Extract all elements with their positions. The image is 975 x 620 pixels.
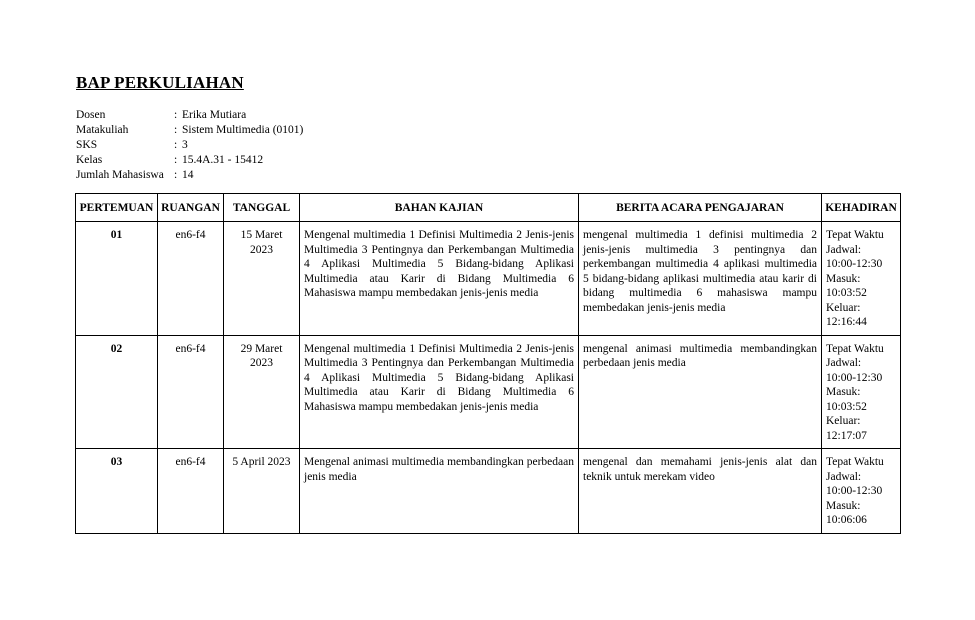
kehadiran-line: Keluar:	[826, 301, 861, 314]
kehadiran-line: Jadwal:	[826, 357, 862, 369]
cell-kehadiran	[822, 449, 901, 534]
kehadiran-line: Masuk:	[826, 386, 861, 398]
cell-pertemuan: 03	[76, 449, 158, 534]
info-row-sks	[76, 138, 303, 153]
info-value: Sistem Multimedia (0101)	[182, 124, 304, 136]
info-row-matakuliah	[76, 123, 303, 138]
header-bahan-kajian: BAHAN KAJIAN	[300, 194, 579, 222]
info-colon: :	[174, 154, 178, 166]
cell-pertemuan: 02	[76, 335, 158, 449]
cell-pertemuan: 01	[76, 222, 158, 336]
header-pertemuan: PERTEMUAN	[76, 194, 158, 222]
info-row-dosen	[76, 108, 303, 123]
table-header-row	[76, 194, 901, 222]
info-label: Dosen	[76, 109, 106, 121]
kehadiran-line: Masuk:	[826, 272, 861, 285]
cell-tanggal: 29 Maret 2023	[224, 335, 300, 449]
info-colon: :	[174, 169, 178, 181]
info-label: SKS	[76, 139, 98, 151]
table-row	[76, 222, 901, 336]
cell-ruangan: en6-f4	[158, 222, 224, 336]
kehadiran-line: Tepat Waktu	[826, 342, 884, 355]
kehadiran-line: 10:00-12:30	[826, 485, 883, 497]
kehadiran-line: 12:16:44	[826, 316, 867, 328]
cell-tanggal: 15 Maret 2023	[224, 222, 300, 336]
bap-table	[75, 193, 901, 534]
header-kehadiran: KEHADIRAN	[822, 194, 901, 222]
cell-tanggal: 5 April 2023	[224, 449, 300, 534]
info-value: 3	[182, 139, 188, 151]
kehadiran-line: 10:00-12:30	[826, 258, 883, 270]
kehadiran-line: 10:03:52	[826, 287, 867, 299]
page-title: BAP PERKULIAHAN	[76, 73, 244, 92]
cell-bahan-kajian: Mengenal multimedia 1 Definisi Multimedia 2 Jenis-jenis Multimedia 3 Pentingnya dan Perkembangan Multimedia 4 Aplikasi Multimedia 5 Bidang-bidang Aplikasi Multimedia atau Karir di Bidang Multimedia 6 Mahasiswa mampu membedakan jenis-jenis media	[300, 222, 579, 336]
info-value: Erika Mutiara	[182, 109, 247, 121]
header-ruangan: RUANGAN	[158, 194, 224, 222]
cell-berita-acara: mengenal dan memahami jenis-jenis alat dan teknik untuk merekam video	[579, 449, 822, 534]
cell-kehadiran	[822, 335, 901, 449]
info-value: 15.4A.31 - 15412	[182, 154, 264, 166]
info-label: Matakuliah	[76, 124, 129, 136]
header-tanggal: TANGGAL	[224, 194, 300, 222]
course-info	[76, 108, 303, 183]
header-berita-acara: BERITA ACARA PENGAJARAN	[579, 194, 822, 222]
kehadiran-line: Masuk:	[826, 499, 861, 512]
cell-ruangan: en6-f4	[158, 335, 224, 449]
info-label: Jumlah Mahasiswa	[76, 169, 164, 181]
info-colon: :	[174, 139, 178, 151]
cell-berita-acara: mengenal multimedia 1 definisi multimedia 2 jenis-jenis multimedia 3 pentingnya dan perkembangan multimedia 4 aplikasi multimedia 5 bidang-bidang aplikasi multimedia atau karir di bidang multimedia 6 mahasiswa mampu membedakan jenis-jenis media	[579, 222, 822, 336]
kehadiran-line: Jadwal:	[826, 470, 862, 483]
cell-ruangan: en6-f4	[158, 449, 224, 534]
info-row-jumlah-mahasiswa	[76, 168, 303, 183]
cell-kehadiran	[822, 222, 901, 336]
kehadiran-line: 10:06:06	[826, 514, 867, 526]
cell-berita-acara: mengenal animasi multimedia membandingkan perbedaan jenis media	[579, 335, 822, 449]
info-row-kelas	[76, 153, 303, 168]
cell-bahan-kajian: Mengenal animasi multimedia membandingkan perbedaan jenis media	[300, 449, 579, 534]
cell-bahan-kajian: Mengenal multimedia 1 Definisi Multimedia 2 Jenis-jenis Multimedia 3 Pentingnya dan Perkembangan Multimedia 4 Aplikasi Multimedia 5 Bidang-bidang Aplikasi Multimedia atau Karir di Bidang Multimedia 6 Mahasiswa mampu membedakan jenis-jenis media	[300, 335, 579, 449]
info-colon: :	[174, 109, 178, 121]
table-row	[76, 449, 901, 534]
kehadiran-line: 10:00-12:30	[826, 371, 883, 384]
kehadiran-line: Tepat Waktu	[826, 229, 884, 241]
info-label: Kelas	[76, 154, 103, 166]
kehadiran-line: Keluar:	[826, 415, 861, 427]
kehadiran-line: 12:17:07	[826, 429, 867, 442]
kehadiran-line: Tepat Waktu	[826, 456, 884, 468]
info-value: 14	[182, 169, 194, 181]
info-colon: :	[174, 124, 178, 136]
table-row	[76, 335, 901, 449]
kehadiran-line: 10:03:52	[826, 400, 867, 413]
kehadiran-line: Jadwal:	[826, 243, 862, 256]
